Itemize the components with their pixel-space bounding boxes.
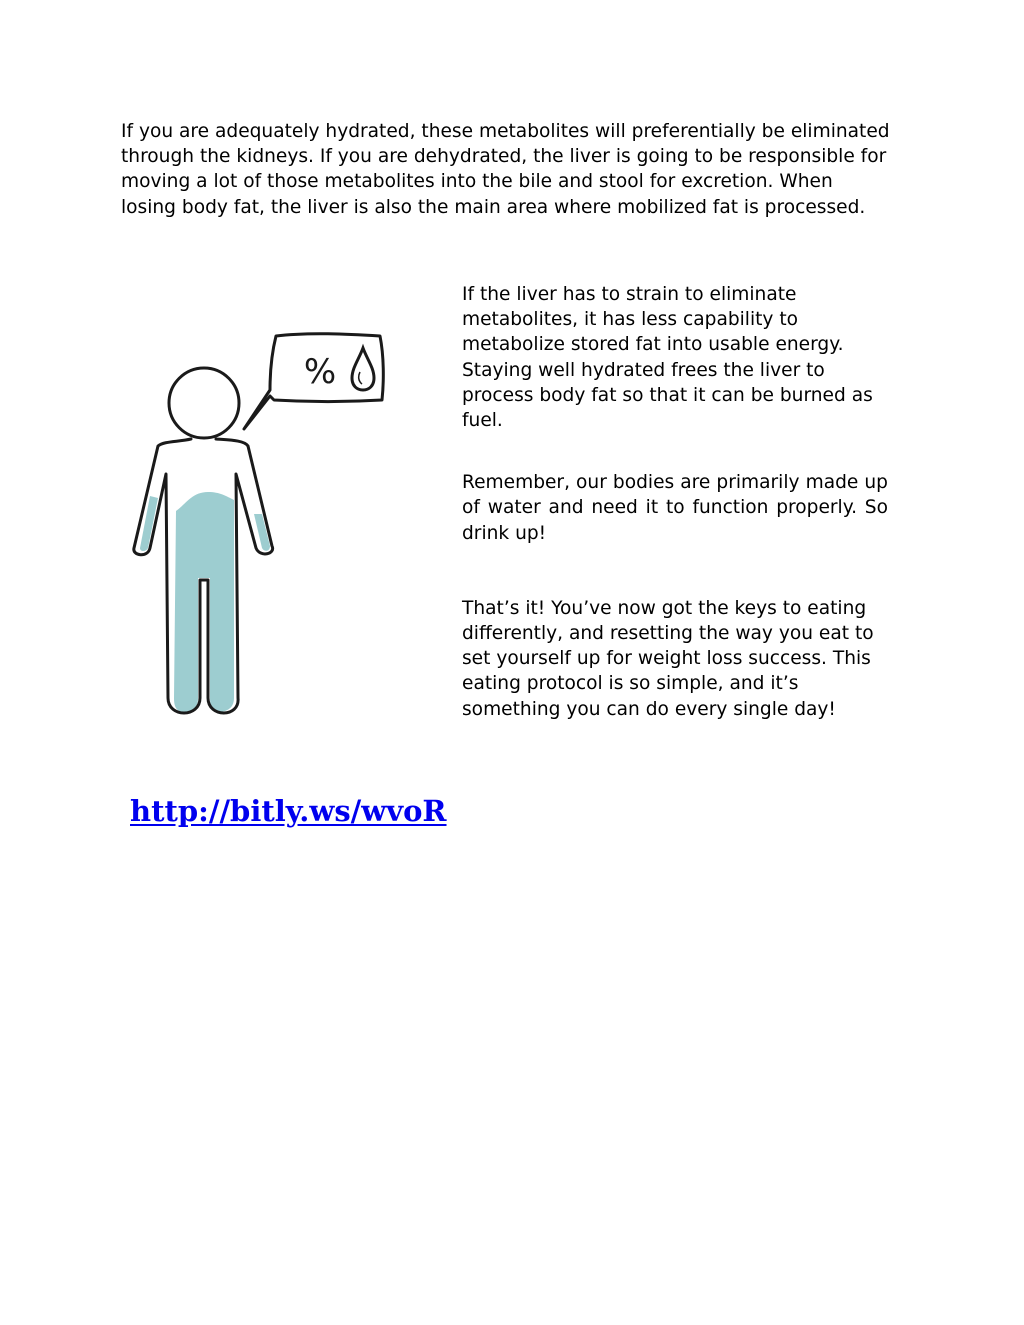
- right-column: [462, 282, 896, 722]
- percent-symbol: %: [303, 352, 337, 392]
- closing-paragraph: That’s it! You’ve now got the keys to eating differently, and resetting the way you eat to set yourself up for weight loss success. This eating protocol is so simple, and it’s something you can do every single day!: [462, 597, 874, 720]
- bitly-link[interactable]: http://bitly.ws/wvoR: [130, 794, 447, 828]
- hydrated-body-illustration: [128, 326, 392, 722]
- body-water-fill: [174, 492, 234, 712]
- liver-paragraph: If the liver has to strain to eliminate metabolites, it has less capability to metabolize stored fat into usable energy. Staying well hydrated frees the liver to process body fat so that it can be burned as fuel.: [462, 284, 873, 432]
- water-paragraph: Remember, our bodies are primarily made up of water and need it to function properly. So drink up!: [462, 472, 888, 544]
- head-outline: [169, 368, 239, 438]
- intro-paragraph: If you are adequately hydrated, these metabolites will preferentially be eliminated through the kidneys. If you are dehydrated, the liver is going to be responsible for moving a lot of those metabolites into the bile and stool for excretion. When losing body fat, the liver is also the main area where mobilized fat is processed.: [121, 121, 890, 218]
